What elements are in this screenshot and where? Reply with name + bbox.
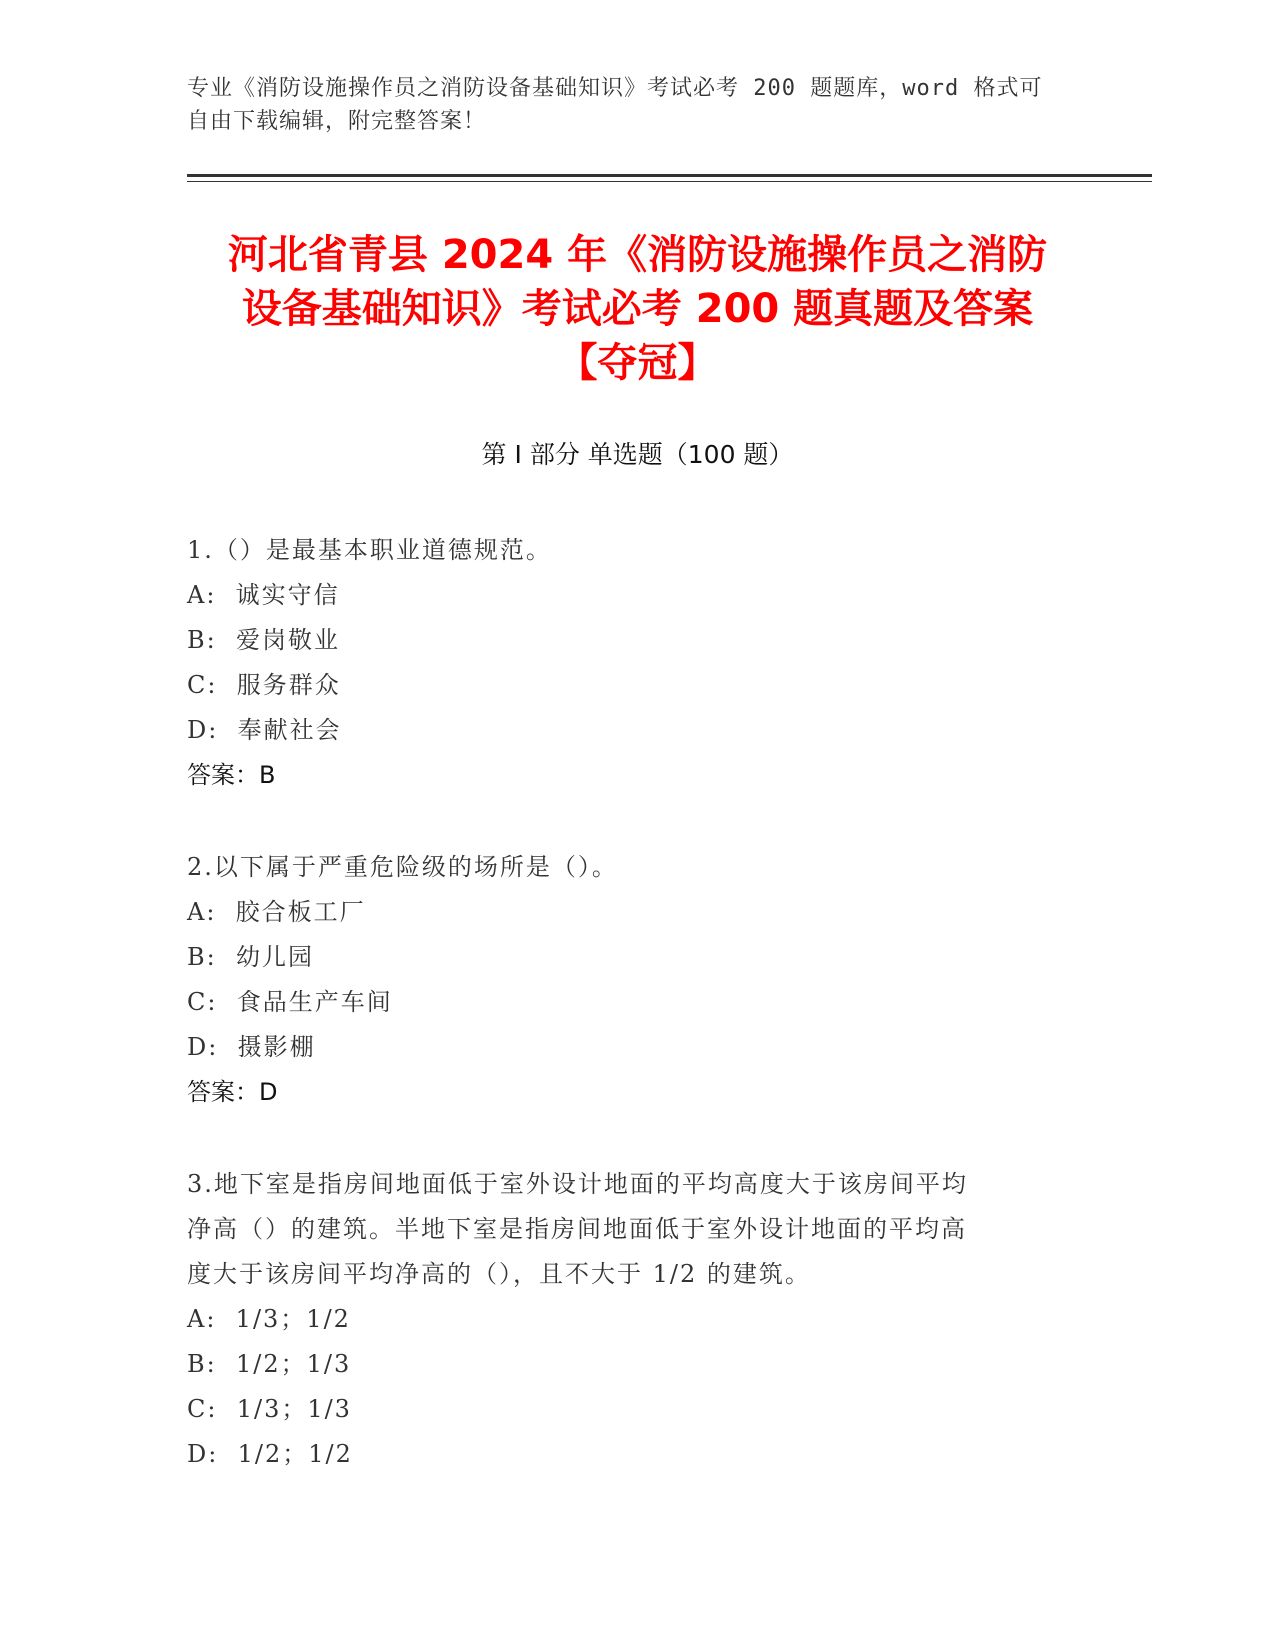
- question-stem-line-1: 3.地下室是指房间地面低于室外设计地面的平均高度大于该房间平均: [187, 1170, 968, 1198]
- title-line-3: 【夺冠】: [557, 340, 718, 386]
- option-a: A: 诚实守信: [187, 581, 340, 609]
- option-b: B: 爱岗敬业: [187, 626, 340, 654]
- option-a: A: 1/3；1/2: [187, 1305, 351, 1333]
- answer: 答案：B: [187, 761, 276, 789]
- question-3: [187, 1162, 1077, 1477]
- answer: 答案：D: [187, 1078, 278, 1106]
- option-d: D: 摄影棚: [187, 1033, 316, 1061]
- document-title: [150, 228, 1125, 390]
- option-c: C: 服务群众: [187, 671, 341, 699]
- option-d: D: 1/2；1/2: [187, 1440, 353, 1468]
- option-b: B: 1/2；1/3: [187, 1350, 352, 1378]
- question-list: [187, 528, 1077, 1524]
- option-c: C: 1/3；1/3: [187, 1395, 352, 1423]
- option-b: B: 幼儿园: [187, 943, 314, 971]
- question-1: [187, 528, 1077, 798]
- header-rule-thin: [187, 181, 1152, 182]
- option-d: D: 奉献社会: [187, 716, 342, 744]
- question-stem-line-2: 净高（）的建筑。半地下室是指房间地面低于室外设计地面的平均高: [187, 1215, 967, 1243]
- question-stem: 1.（）是最基本职业道德规范。: [187, 536, 552, 564]
- header-note-line-2: 自由下载编辑，附完整答案！: [187, 109, 487, 134]
- header-note: [187, 72, 1067, 138]
- section-heading: 第 I 部分 单选题（100 题）: [481, 440, 794, 469]
- question-stem: 2.以下属于严重危险级的场所是（）。: [187, 853, 618, 881]
- question-2: [187, 845, 1077, 1115]
- title-line-1: 河北省青县 2024 年《消防设施操作员之消防: [227, 232, 1048, 278]
- header-rule-thick: [187, 174, 1152, 177]
- question-stem-line-3: 度大于该房间平均净高的（），且不大于 1/2 的建筑。: [187, 1260, 811, 1288]
- option-c: C: 食品生产车间: [187, 988, 393, 1016]
- title-line-2: 设备基础知识》考试必考 200 题真题及答案: [241, 286, 1034, 332]
- header-note-line-1: 专业《消防设施操作员之消防设备基础知识》考试必考 200 题题库，word 格式可: [187, 76, 1043, 101]
- option-a: A: 胶合板工厂: [187, 898, 366, 926]
